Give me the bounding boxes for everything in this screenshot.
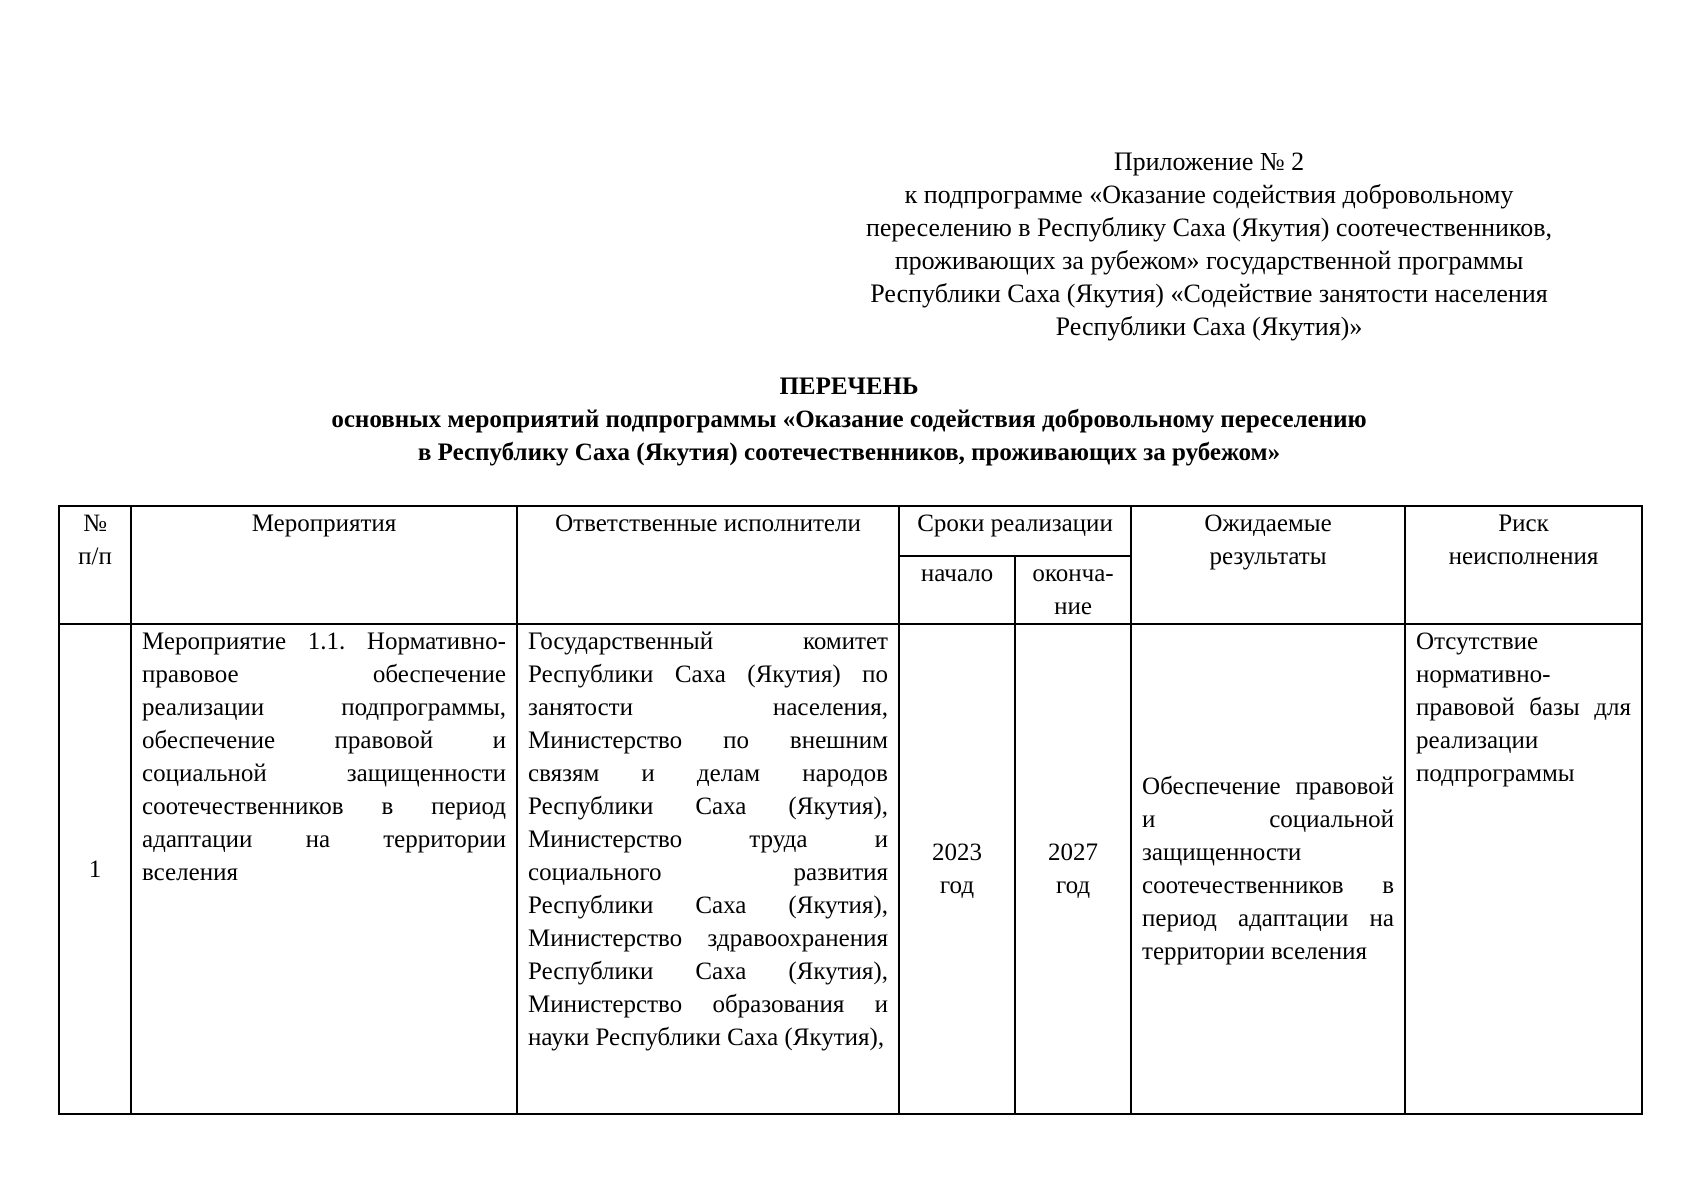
appendix-line: к подпрограмме «Оказание содействия добровольному	[904, 180, 1514, 209]
table-header-row	[59, 506, 1642, 556]
row-measure: Мероприятие 1.1. Нормативно-правовое обеспечение реализации подпрограммы, обеспечение правовой и социальной защищенности соотечественников в период адаптации на территории вселения	[131, 624, 517, 1114]
appendix-line: Республики Саха (Якутия) «Содействие занятости населения	[870, 279, 1548, 308]
row-num: 1	[59, 624, 131, 1114]
header-terms: Сроки реализации	[899, 506, 1131, 556]
appendix-block	[820, 145, 1598, 343]
header-start: начало	[899, 556, 1015, 624]
document-subtitle-line: основных мероприятий подпрограммы «Оказание содействия добровольному переселению	[331, 406, 1367, 433]
appendix-line: Республики Саха (Якутия)»	[1055, 312, 1363, 341]
header-risk: Риск неисполнения	[1405, 506, 1642, 624]
row-start: 2023 год	[899, 624, 1015, 1114]
document-heading	[0, 370, 1698, 469]
row-risk: Отсутствие нормативно-правовой базы для реализации подпрограммы	[1405, 624, 1642, 1114]
table-row	[59, 624, 1642, 1114]
header-end: оконча- ние	[1015, 556, 1131, 624]
row-end: 2027 год	[1015, 624, 1131, 1114]
document-title: ПЕРЕЧЕНЬ	[779, 373, 919, 400]
appendix-line: переселению в Республику Саха (Якутия) соотечественников,	[865, 213, 1553, 242]
row-result: Обеспечение правовой и социальной защищенности соотечественников в период адаптации на территории вселения	[1131, 624, 1405, 1114]
appendix-line: Приложение № 2	[1113, 147, 1305, 176]
header-executors: Ответственные исполнители	[517, 506, 899, 624]
header-num: № п/п	[59, 506, 131, 624]
appendix-line: проживающих за рубежом» государственной программы	[894, 246, 1524, 275]
row-executors: Государственный комитет Республики Саха (Якутия) по занятости населения, Министерство по внешним связям и делам народов Республики Саха (Якутия), Министерство труда и социального развития Республики Саха (Якутия), Министерство здравоохранения Республики Саха (Якутия), Министерство образования и науки Республики Саха (Якутия),	[517, 624, 899, 1114]
header-measures: Мероприятия	[131, 506, 517, 624]
document-subtitle-line: в Республику Саха (Якутия) соотечественников, проживающих за рубежом»	[417, 439, 1281, 466]
measures-table	[58, 505, 1643, 1115]
header-results: Ожидаемые результаты	[1131, 506, 1405, 624]
